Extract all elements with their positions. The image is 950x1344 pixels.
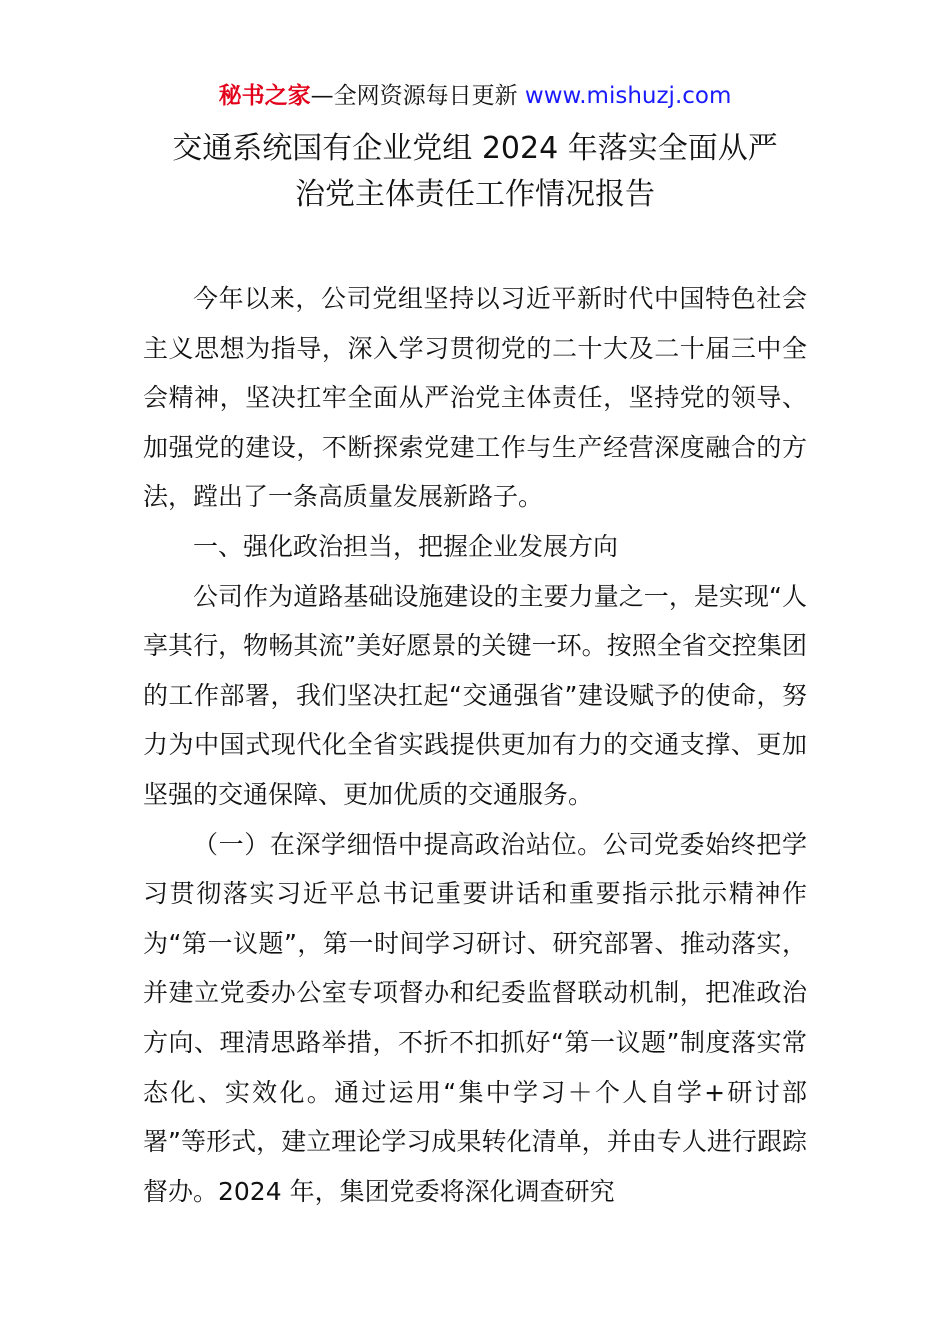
site-tagline: —全网资源每日更新 bbox=[310, 83, 518, 109]
body-paragraph: （一）在深学细悟中提高政治站位。公司党委始终把学习贯彻落实习近平总书记重要讲话和重要指示批示精神作为“第一议题”，第一时间学习研讨、研究部署、推动落实，并建立党委办公室专项督办和纪委监督联动机制，把准政治方向、理清思路举措，不折不扣抓好“第一议题”制度落实常态化、实效化。通过运用“集中学习＋个人自学+研讨部署”等形式，建立理论学习成果转化清单，并由专人进行跟踪督办。2024 年，集团党委将深化调查研究 bbox=[143, 829, 807, 1206]
document-body bbox=[143, 274, 807, 1216]
site-url-link[interactable]: www.mishuzj.com bbox=[524, 83, 732, 109]
document-title bbox=[0, 126, 950, 218]
site-brand: 秘书之家 bbox=[218, 83, 311, 109]
title-line-2: 治党主体责任工作情况报告 bbox=[295, 177, 655, 212]
section-heading-1: 一、强化政治担当，把握企业发展方向 bbox=[193, 531, 619, 561]
title-line-1: 交通系统国有企业党组 2024 年落实全面从严 bbox=[172, 131, 778, 166]
body-paragraph: 公司作为道路基础设施建设的主要力量之一，是实现“人享其行，物畅其流”美好愿景的关键一环。按照全省交控集团的工作部署，我们坚决扛起“交通强省”建设赋予的使命，努力为中国式现代化全省实践提供更加有力的交通支撑、更加坚强的交通保障、更加优质的交通服务。 bbox=[143, 581, 807, 809]
site-header bbox=[0, 80, 950, 112]
intro-paragraph: 今年以来，公司党组坚持以习近平新时代中国特色社会主义思想为指导，深入学习贯彻党的二十大及二十届三中全会精神，坚决扛牢全面从严治党主体责任，坚持党的领导、加强党的建设，不断探索党建工作与生产经营深度融合的方法，蹚出了一条高质量发展新路子。 bbox=[143, 284, 807, 512]
